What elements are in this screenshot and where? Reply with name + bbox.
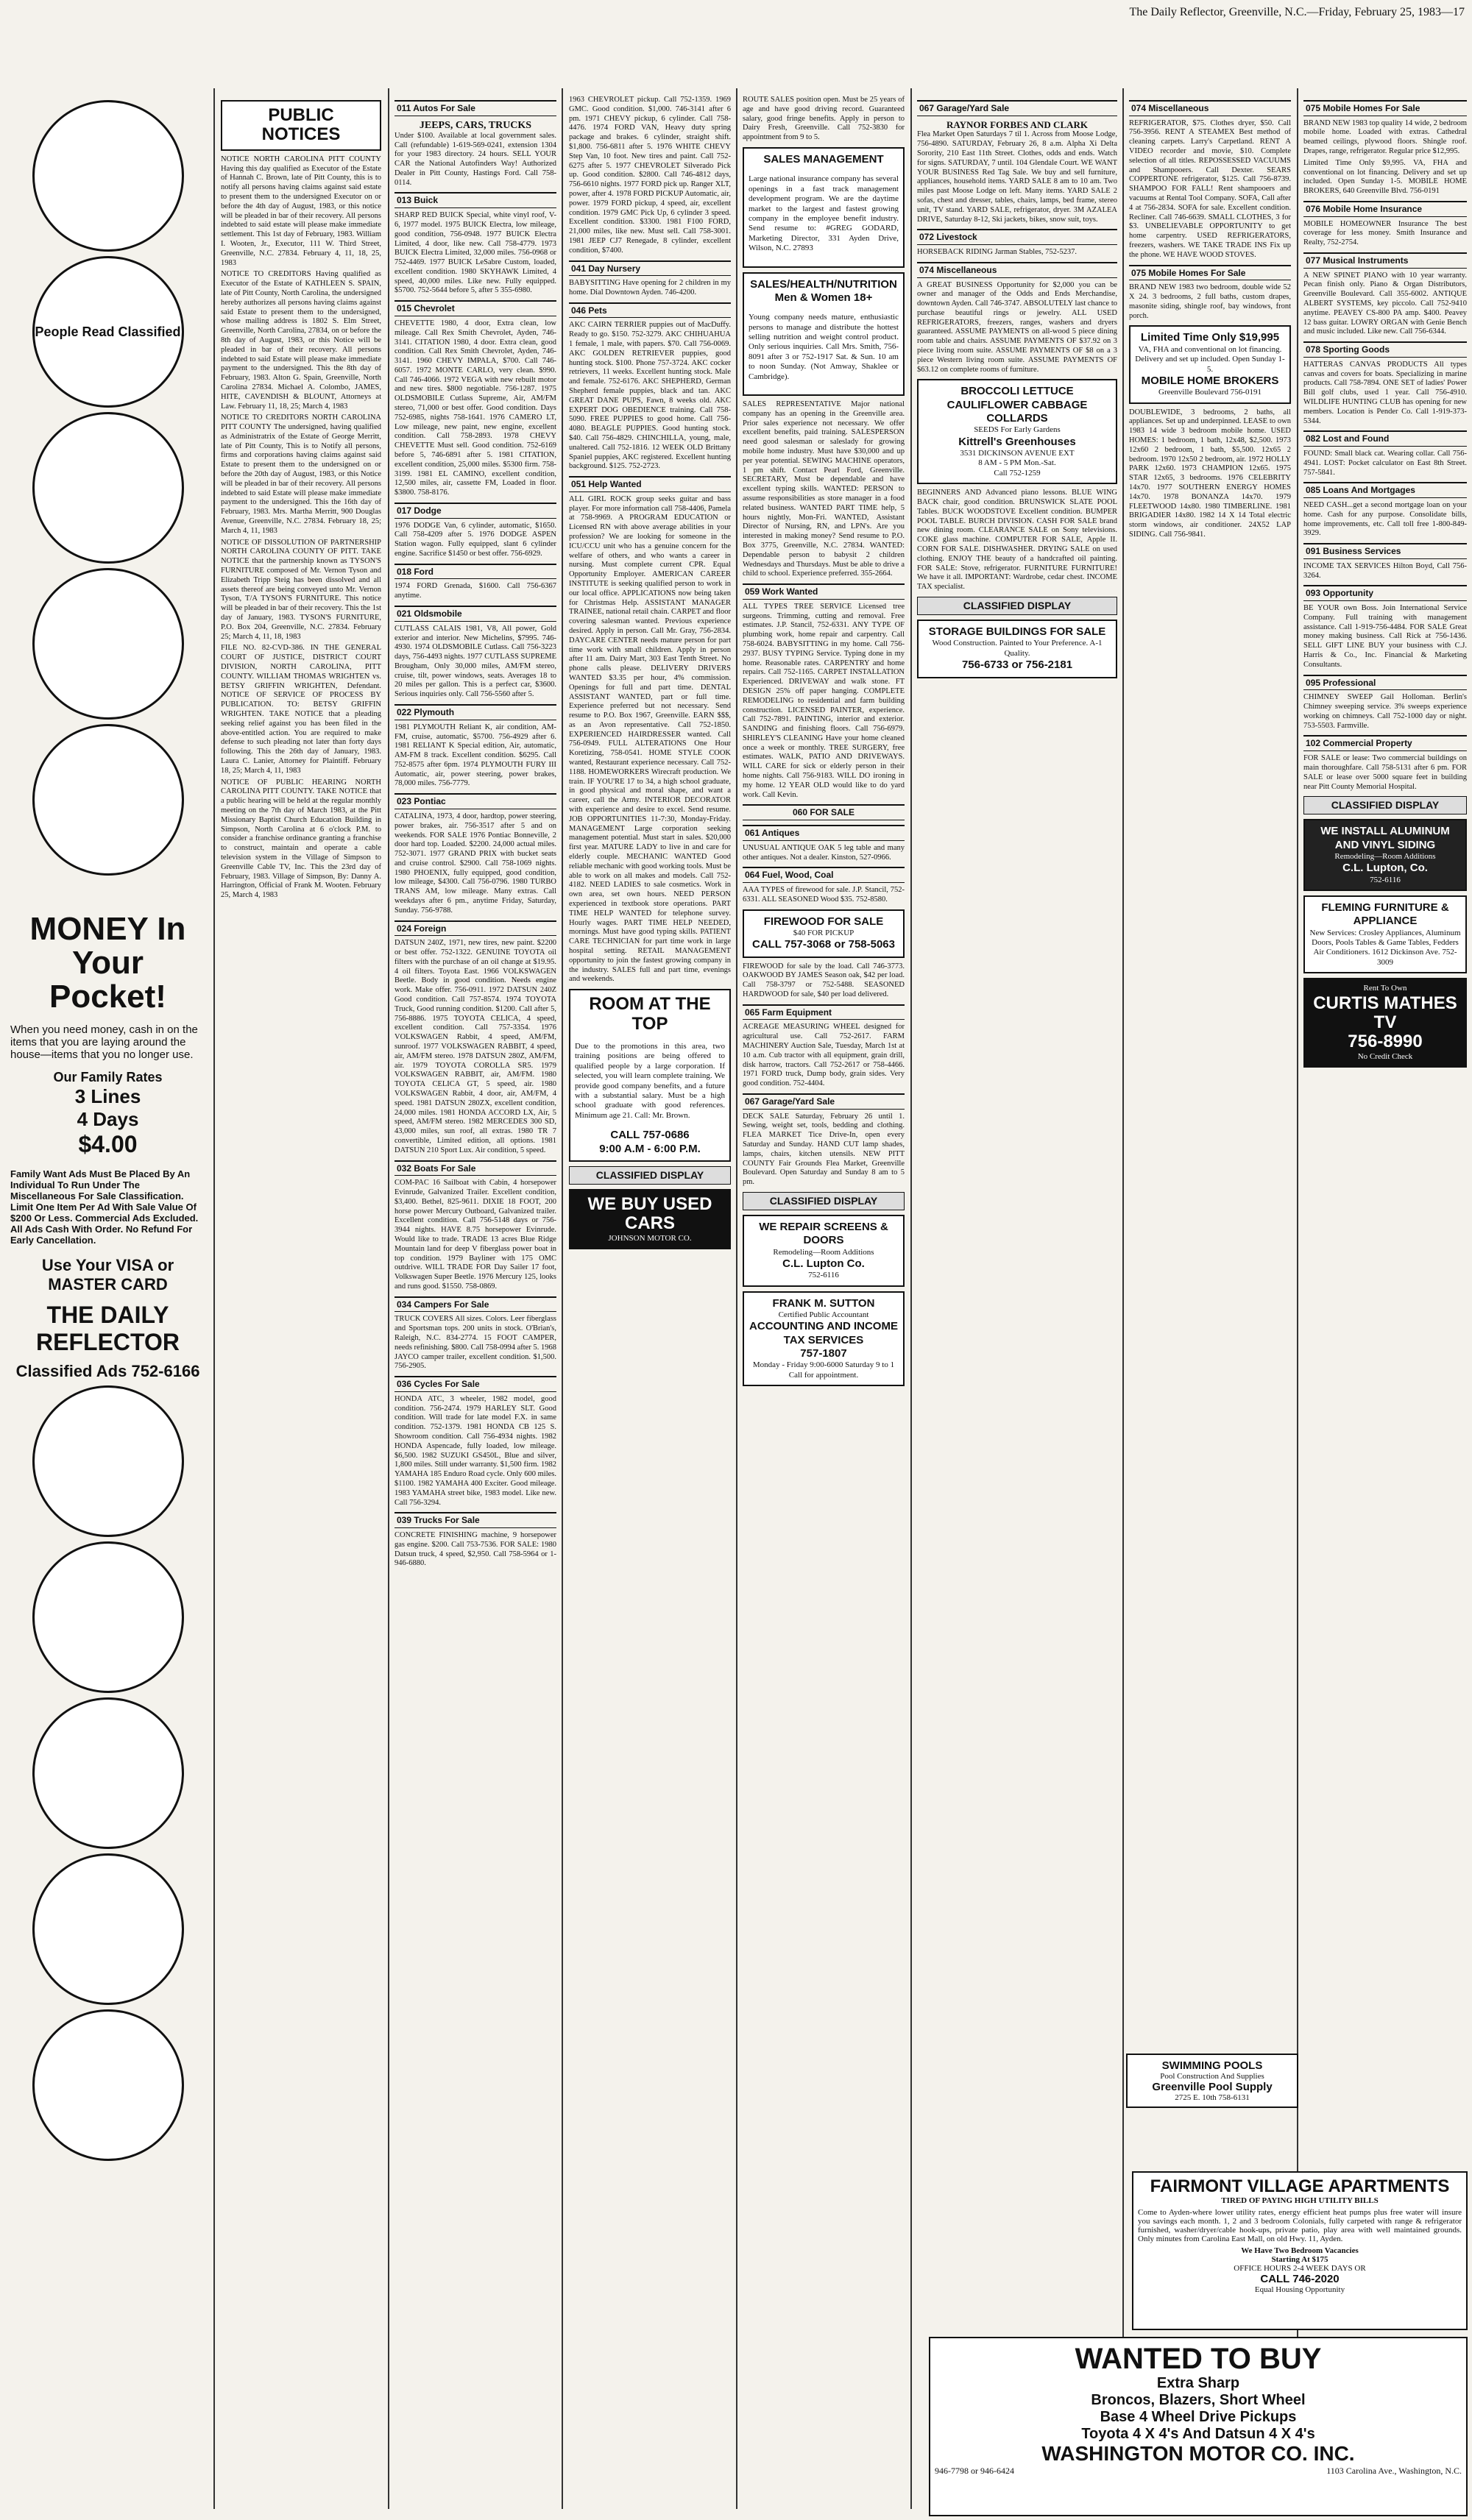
rates-title: Our Family Rates xyxy=(53,1069,163,1085)
furniture-icon xyxy=(32,568,184,720)
classified-ad: FOR SALE or lease: Two commercial buildings on main thoroughfare. Call 758-5131 after 6 pm. FOR SALE or lease over 5000 square feet in building near Pitt County Memorial Hospital. xyxy=(1303,754,1467,791)
used-cars-ad: WE BUY USED CARS JOHNSON MOTOR CO. xyxy=(569,1189,731,1249)
classified-ad: UNUSUAL ANTIQUE OAK 5 leg table and many other antiques. Not a dealer. Kinston, 527-0966. xyxy=(743,843,905,862)
classified-ad: HORSEBACK RIDING Jarman Stables, 752-5237. xyxy=(917,248,1077,257)
fairmont-village-ad: FAIRMONT VILLAGE APARTMENTS TIRED OF PAYING HIGH UTILITY BILLS Come to Ayden-where lower utility rates, energy efficient heat pumps plus free water will insure you savings each month. 1, 2 and 3 bedroom Colonials, fully carpeted with range & refrigerator furnished, washer/dryer/cable hook-ups, private patio, play area with well maintained grounds. Only minutes from Carolina East Mall, on old Hwy. 11, Ayden. We Have Two Bedroom Vacancies Starting At $175 OFFICE HOURS 2-4 WEEK DAYS OR CALL 746-2020 Equal Housing Opportunity xyxy=(1132,2171,1468,2330)
help-wanted-column xyxy=(743,96,905,2509)
wanted-to-buy-ad: WANTED TO BUY Extra Sharp Broncos, Blazers, Short Wheel Base 4 Wheel Drive Pickups Toyota 4 X 4's And Datsun 4 X 4's WASHINGTON MOTOR CO. INC. 946-7798 or 946-6424 1103 Carolina Ave., Washington, N.C. xyxy=(929,2337,1468,2516)
classified-ad: ALL GIRL ROCK group seeks guitar and bass player. For more information call 758-4406, Pamela at 758-9969. A PROGRAM EDUCATION or Licensed RN with above average abilities in your profession? We are looking for someone in the ICU/CCU unit who has a genuine concern for the welfare of others, and who wants a career in nursing. Must complete current CPR. Equal Opportunity Employer. AMERICAN CAREER INSTITUTE is seeking qualified person to work in our local office. APPLICATIONS now being taken for Christmas Help. ASSISTANT MANAGER TRAINEE, national retail chain. CARPET and floor covering salesman wanted. Previous experience desired. Apply in person. Call Mr. Gray, 756-2834. DAYCARE CENTER needs mature person for part time work with small children. Apply in person after 11 am. Dairy Mart, 303 East Tenth Street. No phone calls please. DELIVERY DRIVERS WANTED $3.35 per hour, 4% commission. Openings for full and part time. DENTAL ASSISTANT WANTED, part or full time. Experience preferred but not necessary. Send resume to P.O. Box 1967, Greenville. EARN $$$, as an Avon representative. Call 752-1850. EXPERIENCED HAIRDRESSER wanted. Call 756-0949. FULL ALTERATIONS One Hour Koretizing, 758-0541. HOME STYLE COOK wanted, Restaurant experience necessary. Call 752-1188. HOMEWORKERS Wirecraft production. We train. IF YOU'RE 17 to 34, a high school graduate, in good physical and moral shape, and want a career, call the Army. INTERIOR DECORATOR with experience and desire to excel. Send resume. JOB OPPORTUNITIES 11-7:30, Monday-Friday. MANAGEMENT Large corporation seeking management potential. Must start in sales. $20,000 first year. MATURE LADY to live in and care for elderly couple. MECHANIC WANTED Good reliable mechanic with good working tools. Must be able to work on all makes and models. Call 752-4182. NEED LADIES to sale cosmetics. Work in own area, set own hours. NEED PERSON experienced in textbook store operations. PART TIME HELP WANTED for telephone survey. Hourly wages. PART TIME HELP NEEDED, mornings. Must have good typing skills. PATIENT CARE TECHNICIAN for part time work in large hospital setting. RETAIL MANAGEMENT opportunity to join the fastest growing company in the industry. SALES full and part time, evenings and weekends. xyxy=(569,494,731,984)
category-header: 091 Business Services xyxy=(1303,543,1467,559)
rates-days: 4 Days xyxy=(77,1107,139,1130)
classified-display-header: CLASSIFIED DISPLAY xyxy=(917,597,1117,615)
classified-ad: Flea Market Open Saturdays 7 til 1. Across from Moose Lodge, 756-4890. SATURDAY, February 26, 8 a.m. Alpha Xi Delta Sorority, 210 East 11th Street. Clothes, odds and ends. Watch for signs. SATURDAY, 7 until. 104 Glendale Court. WE WANT YOUR BUSINESS Red Tag Sale. We buy and sell furniture, appliances, household items. YARD SALE 8 am to 10 am. Two miles past Moose Lodge on left. Many items. YARD SALE 2 sofas, chest and dresser, tables, chairs, lamps, bed frame, stereo unit, TV stand. YARD SALE, refrigerator, dryer. 3M AZALEA DRIVE, Saturday 8-12, Ski jackets, bikes, snow suit, toys. xyxy=(917,130,1117,224)
autos-column xyxy=(394,96,556,2509)
garage-misc-column xyxy=(917,96,1117,2023)
classified-display-header: CLASSIFIED DISPLAY xyxy=(569,1166,731,1185)
notice-2: NOTICE TO CREDITORS Having qualified as Executor of the Estate of KATHLEEN S. SPAIN, late of Pitt County, North Carolina, the undersigned hereby authorizes all persons having claims against said Estate to present them to the undersigned, whose mailing address is 1802 S. Elm Street, Greenville, North Carolina, 27834, on or before the 8th day of August, 1983, or this Notice will be pleaded in bar of their recovery. All persons indebted to said Estate will please make immediate payment to the undersigned. This the 8th day of February, 1983. Alton G. Spain, Greenville, North Carolina 27834. Michael A. Colombo, JAMES, HITE, CAVENDISH & BLOUNT, Attorneys at Law. February 11, 18, 25; March 4, 1983 xyxy=(221,270,381,411)
tractor-icon xyxy=(32,1541,184,1693)
fleming-ad: FLEMING FURNITURE & APPLIANCE New Services: Crosley Appliances, Aluminum Doors, Pools Tables & Game Tables, Fedders Air Conditioners. 1612 Dickinson Ave. 752-3009 xyxy=(1303,895,1467,973)
classified-ad: AAA TYPES of firewood for sale. J.P. Stancil, 752-6331. ALL SEASONED Wood $35. 752-8580. xyxy=(743,885,905,904)
nutrition-ad: SALES/HEALTH/NUTRITION Men & Women 18+ Young company needs mature, enthusiastic persons to manage and distribute the hottest selling nutrition and weight control product. Only serious inquiries. Call Mrs. Smith, 756-8091 after 3 or 752-1917 Sat. & Sun. 10 am to noon Sunday. (Not Amway, Shaklee or Cambridge). xyxy=(743,272,905,396)
category-header: 093 Opportunity xyxy=(1303,585,1467,601)
notice-3: NOTICE TO CREDITORS NORTH CAROLINA PITT COUNTY The undersigned, having qualified as Administratrix of the Estate of George Merritt, late of Pitt County, This is to Notify all persons, firms and corporations having claims against said Estate to present them to the undersigned on or before the 20th day of August, 1983, or this Notice will be pleaded in bar of their recovery. All persons indebted to said Estate will please make immediate payment to the undersigned. This the 16th day of February, 1983. Mrs. Martha Merritt, 900 Douglas Avenue, Greenville, N.C. 27834. February 18, 25; March 4, 11, 1983 xyxy=(221,414,381,535)
greenhouse-ad: BROCCOLI LETTUCE CAULIFLOWER CABBAGE COLLARDS SEEDS For Early Gardens Kittrell's Greenhouses 3531 DICKINSON AVENUE EXT 8 AM - 5 PM Mon.-Sat. Call 752-1259 xyxy=(917,379,1117,484)
pool-supply-ad: SWIMMING POOLS Pool Construction And Supplies Greenville Pool Supply 2725 E. 10th 758-6131 xyxy=(1126,2054,1298,2108)
sales-management-ad: SALES MANAGEMENT Large national insurance company has several openings in a fast track management development program. We are the daytime market to the largest and fastest growing company in the employee benefit industry. Send resume to: #GREG GODARD, Marketing Director, 331 Ayden Drive, Wilson, N.C. 27893 xyxy=(743,147,905,268)
category-header: 032 Boats For Sale xyxy=(394,1160,556,1176)
category-header: 022 Plymouth xyxy=(394,704,556,720)
notice-6: NOTICE OF PUBLIC HEARING NORTH CAROLINA PITT COUNTY. TAKE NOTICE that a public hearing will be held at the regular monthly meeting on the 7th day of March 1983, at the Pitt Missionary Baptist Church Education Building in Simpson, North Carolina at 6 o'clock P.M. to consider a franchise ordinance granting a franchise to construct, maintain and operate a cable television system in the Village of Simpson to Greenville Cable TV, Inc. This the 23rd day of February, 1983. Village of Simpson, By: Danny A. Harrington, Official of Frank M. Wooten. February 25, March 4, 1983 xyxy=(221,778,381,900)
lawnmower-icon xyxy=(32,724,184,876)
storage-buildings-ad: STORAGE BUILDINGS FOR SALE Wood Construction. Painted to Your Preference. A-1 Quality. 756-6733 or 756-2181 xyxy=(917,620,1117,678)
classified-ad: Limited Time Only $9,995. VA, FHA and conventional on lot financing. Delivery and set up included. Open Sunday 1-5. MOBILE HOME BROKERS, 640 Greenville Blvd. 756-0191 xyxy=(1303,158,1467,196)
classified-ad: 1976 DODGE Van, 6 cylinder, automatic, $1650. Call 758-4209 after 5. 1976 DODGE ASPEN Station wagon. Fully equipped, slant 6 cylinder engine. Sacrifice $1450 or best offer. 756-6929. xyxy=(394,521,556,558)
category-header: 075 Mobile Homes For Sale xyxy=(1303,100,1467,116)
category-header: 074 Miscellaneous xyxy=(917,262,1117,278)
classified-ad: BRAND NEW 1983 top quality 14 wide, 2 bedroom mobile home. Loaded with extras. Cathedral beamed ceilings, plywood floors. Shingle roof. Drapes, range, refrigerator. Regular price $12,995. xyxy=(1303,118,1467,156)
category-header: 061 Antiques xyxy=(743,825,905,841)
classified-ad: 1963 CHEVROLET pickup. Call 752-1359. 1969 GMC. Good condition. $1,000. 746-3141 after 6 pm. 1971 CHEVY pickup, 6 cylinder. Call 758-4476. 1974 FORD VAN, Heavy duty spring package and brakes. 6 cylinder, straight shift. $1,800. 756-6811 after 5. 1976 WHITE CHEVY Step Van, 10 foot. New tires and paint. Call 752-6275 after 5. 1977 CHEVROLET Silverado Pick up. Good condition. $2800. Call 746-4812 days, 756-6610 nights. 1977 FORD pick up. Ranger XLT, power, after 4. 1978 FORD PICKUP Automatic, air, power. 1979 FORD pickup, 4 speed, air, excellent condition. 1979 GMC Pick Up, 6 cylinder 3 speed. Excellent condition. $3300. 1981 F100 FORD, 21,000 miles, like new. Must sell. Call 758-3001. 1981 JEEP CJ7 Renegade, 8 cylinder, excellent condition, $7400. xyxy=(569,96,731,255)
category-header: 059 Work Wanted xyxy=(743,583,905,600)
classified-ad: CONCRETE FINISHING machine, 9 horsepower gas engine. $200. Call 753-7536. FOR SALE: 1980 Datsun truck, 4 speed, $2,950. Call 758-5964 or 1-946-6880. xyxy=(394,1531,556,1568)
classified-ad: Under $100. Available at local government sales. Call (refundable) 1-619-569-0241, extension 1304 for your 1983 directory. 24 hours. SELL YOUR CAR the National Autofinders Way! Authorized Dealer in Pitt County, Hastings Ford. Call 758-0114. xyxy=(394,131,556,187)
classified-ad: BABYSITTING Have opening for 2 children in my home. Dial Downtown Ayden. 746-4200. xyxy=(569,279,731,297)
classified-ad: DECK SALE Saturday, February 26 until 1. Sewing, weight set, tools, bedding and clothing. FLEA MARKET Tice Drive-In, open every Saturday and Sunday. HAND CUT lamp shades, lamps, chairs, kitchen utensils. NEW PITT COUNTY Fair Grounds Flea Market, Greenville Boulevard. Open Saturday and Sunday 8 am to 5 pm. xyxy=(743,1112,905,1187)
category-header: 017 Dodge xyxy=(394,503,556,519)
classified-ad: NEED CASH...get a second mortgage loan on your home. Cash for any purpose. Consolidate bills, home improvements, etc. Call toll free 1-800-849-3929. xyxy=(1303,501,1467,538)
rates-lines: 3 Lines xyxy=(74,1085,141,1107)
category-header: 102 Commercial Property xyxy=(1303,735,1467,751)
category-header: 046 Pets xyxy=(569,302,731,319)
cats-icon xyxy=(32,412,184,564)
category-header: 065 Farm Equipment xyxy=(743,1004,905,1021)
category-header: 039 Trucks For Sale xyxy=(394,1512,556,1528)
category-header: 085 Loans And Mortgages xyxy=(1303,482,1467,498)
classified-ad: 1974 FORD Grenada, $1600. Call 756-6367 anytime. xyxy=(394,582,556,600)
accountant-ad: FRANK M. SUTTON Certified Public Accountant ACCOUNTING AND INCOME TAX SERVICES 757-1807 Monday - Friday 9:00-6000 Saturday 9 to 1 Call for appointment. xyxy=(743,1291,905,1386)
classified-ad: BRAND NEW 1983 two bedroom, double wide 52 X 24. 3 bedrooms, 2 full baths, custom drapes, masonite siding, shingle roof, bay windows, front porch. xyxy=(1129,283,1291,320)
category-header: 075 Mobile Homes For Sale xyxy=(1129,265,1291,281)
category-header: 015 Chevrolet xyxy=(394,300,556,316)
category-header: 095 Professional xyxy=(1303,675,1467,691)
classified-ad: A NEW SPINET PIANO with 10 year warranty. Pecan finish only. Piano & Organ Distributors, Greenville Boulevard. Call 355-6002. ANTIQUE ALBERT SYSTEMS, key piccolo. Call 752-9410 anytime. PEAVEY CS-800 PA amp. $400. Peavey 12 bass guitar. LOWRY ORGAN with Genie Bench and music included. Like new. Call 756-6344. xyxy=(1303,271,1467,336)
visa-text: Use Your VISA or MASTER CARD xyxy=(41,1255,174,1293)
classified-ad: TRUCK COVERS All sizes. Colors. Leer fiberglass and Sportsman tops. 200 units in stock. O'Brian's, Raleigh, N.C. 834-2774. 15 FOOT CAMPER, needs refinishing. $800. Call 758-0994 after 5. 1968 JAYCO camper trailer, excellent condition. $1,500. 756-2905. xyxy=(394,1315,556,1371)
classified-ad: AKC CAIRN TERRIER puppies out of MacDuffy. Ready to go. $150. 752-3279. AKC CHIHUAHUA 1 female, 1 male, with papers. $70. Call 756-0069. AKC GOLDEN RETRIEVER puppies, good hunting stock. $100. Phone 757-3724. AKC cocker retrievers, 11 weeks. Excellent hunting stock. Male and female. 752-6176. AKC SHEPHERD, German Shepherd female puppies, black and tan. AKC GREAT DANE PUPS, Fawn, 8 weeks old. AKC EXPERT DOG OBEDIENCE training. Call 758-5090. FREE PUPPIES to good home. Call 756-4080. BEAGLE PUPPIES. Good hunting stock. $40. Call 756-4829. CHINCHILLA, young, male, unaltered. Call 752-1816. 12 WEEK OLD Brittany Spaniel puppies, AKC registered. Excellent hunting background. $125. 752-2723. xyxy=(569,321,731,471)
firewood-ad: FIREWOOD FOR SALE $40 FOR PICKUP CALL 757-3068 or 758-5063 xyxy=(743,909,905,958)
jeeps-headline: JEEPS, CARS, TRUCKS xyxy=(419,119,532,131)
category-header: 036 Cycles For Sale xyxy=(394,1376,556,1392)
category-header: 018 Ford xyxy=(394,564,556,580)
category-header: 034 Campers For Sale xyxy=(394,1296,556,1313)
category-header: 023 Pontiac xyxy=(394,793,556,809)
classified-ad: HATTERAS CANVAS PRODUCTS All types canvas and covers for boats. Specializing in marine products. Call 758-7894. ONE SET of ladies' Power Bill golf clubs, used 1 year. Call 756-4910. WILDLIFE HUNTING CLUB has opening for new members. Location is Pender Co. Call 1-919-373-5344. xyxy=(1303,360,1467,425)
category-header: 021 Oldsmobile xyxy=(394,606,556,622)
classified-ad: ACREAGE MEASURING WHEEL designed for agricultural use. Call 752-2617. FARM MACHINERY Auction Sale, Tuesday, March 1st at 10 a.m. Cub tractor with all equipment, grain drill, disk harrow, tractors. Call 752-2617 or 758-4466. 1971 FORD truck, Dump body, grain sides. Very good condition. 752-4404. xyxy=(743,1023,905,1088)
classified-ad: ROUTE SALES position open. Must be 25 years of age and have good driving record. Guaranteed salary, good fringe benefits. Apply in person to Dairy Fresh, Greenville. Call 752-3830 for appointment from 9 to 5. xyxy=(743,96,905,142)
classified-ad: COM-PAC 16 Sailboat with Cabin, 4 horsepower Evinrude, Galvanized Trailer. Excellent condition, $3,400. Bethel, 825-9611. DIXIE 18 FOOT, 200 horse power Mercury Outboard, Galvanized trailer. Excellent condition. Call 756-5148 days or 756-3944 nights. HAVE 8.75 horsepower Evinrude. Would like to trade. TRADE 13 acres Blue Ridge Mountain land for deep V fiberglass power boat in top condition. 1979 Bayliner with 175 OMC outdrive. WILL TRADE FOR Day Sailer 17 foot, Volkswagen Super Beetle. 1976 Mercury 125, looks and runs good. $1550. 758-0869. xyxy=(394,1179,556,1291)
siding-ad: WE INSTALL ALUMINUM AND VINYL SIDING Remodeling—Room Additions C.L. Lupton, Co. 752-6116 xyxy=(1303,819,1467,891)
trucks-pets-help-column xyxy=(569,96,731,2509)
category-header: 013 Buick xyxy=(394,192,556,208)
classified-ad: ALL TYPES TREE SERVICE Licensed tree surgeons. Trimming, cutting and removal. Free estimates. J.P. Stancil, 752-6331. ANY TYPE OF plumbing work, home repair and carpentry. Call 758-6024. BABYSITTING in my home. Call 756-2937. BUSY TYPING Service. Typing done in my home. Reasonable rates. CARPENTRY and home repairs. Call 752-1165. CARPET INSTALLATION Experienced. DRIVEWAY and walk stone. FT DESIGN 25% off paper hanging. COMPLETE REMODELING to residential and farm building construction. LICENSED PAINTER, experience. Call 752-7891. PAINTING, interior and exterior. SANDING and finishing floors. Call 756-6979. SHIRLEY'S CLEANING Have your home cleaned once a week or monthly. TREE SURGERY, free estimates. WALK, PATIO AND DRIVEWAYS. WILL CARE for sick or elderly person in their home nights. Call 756-9183. WILL DO ironing in my home. 12 YEAR OLD would like to do yard work. Call Kevin. xyxy=(743,602,905,799)
category-header: 024 Foreign xyxy=(394,920,556,937)
room-at-top-ad: ROOM AT THE TOP Due to the promotions in this area, two training positions are being offered to qualified people by a large corporation. If selected, you will learn complete training. We provide good company benefits, and a future with a substantial salary. Must be a high school graduate with good references. Minimum age 21. Call: Mr. Brown. CALL 757-0686 9:00 A.M - 6:00 P.M. xyxy=(569,989,731,1162)
mobile-home-brokers-ad: Limited Time Only $19,995 VA, FHA and conventional on lot financing. Delivery and set up included. Open Sunday 1-5. MOBILE HOME BROKERS Greenville Boulevard 756-0191 xyxy=(1129,325,1291,403)
mobile-home-icon xyxy=(32,1385,184,1537)
classified-ad: BEGINNERS AND Advanced piano lessons. BLUE WING BACK chair, good condition. BRUNSWICK SLATE POOL Tables. BUCK WOODSTOVE Excellent condition. BUMPER POOL TABLE. BURCH DIVISION. CASH FOR SALE brand new dining room. CLEARANCE SALE on Sony televisions. COKE glass machine. COMPUTER FOR SALE, Apple II. CORN FOR SALE. DISHWASHER. DRYING SALE on used clothing. ENJOY THE beauty of a handcrafted oil painting. FOR SALE: Stove, refrigerator. FURNITURE FURNITURE! We have it all. IMPORTANT: Wardrobe, cedar chest. INCOME TAX specialist. xyxy=(917,489,1117,592)
classified-ad: FOUND: Small black cat. Wearing collar. Call 756-4941. LOST: Pocket calculator on East 8th Street. 757-5841. xyxy=(1303,450,1467,477)
classified-ad: DOUBLEWIDE, 3 bedrooms, 2 baths, all appliances. Set up and underpinned. LEASE to own 1983 14 wide 3 bedroom mobile home. USED HOMES: 1 bedroom, 1 bath, 12x48, $2,500. 1973 12x60 2 bedroom, 1 bath, $5,500. 12x65 2 bedroom. 1970 12x50 2 bedroom, air. 1972 HOLLY PARK 12x60. 1973 CHAMPION 12x65. 1975 STAR 12x65, 3 bedrooms. 1976 CELEBRITY 14x70. 1977 SOUTHERN ENERGY HOMES 14x70. 1978 BONANZA 14x70. 1979 FLEETWOOD 14x80. 1980 TIMBERLINE. 1981 BRIGADIER 14x80. 1982 14 X 14 Total electric storm windows, air conditioner. 24X52 LAP SIDING. Call 756-9841. xyxy=(1129,408,1291,539)
money-title: MONEY In Your Pocket! xyxy=(29,911,186,1015)
classified-ad: CATALINA, 1973, 4 door, hardtop, power steering, power brakes, air. 756-3517 after 5 and on weekends. FOR SALE 1976 Pontiac Bonneville, 2 door hard top. Loaded. $2200. 24,000 actual miles. 752-3071. 1977 GRAND PRIX with bucket seats and cruise control. $2900. Call 758-1069 nights. 1980 PHOENIX, fully equipped, good condition, low mileage, $4300. Call 756-0796. 1980 TURBO TRANS AM, low mileage. Many extras. Call weekdays after 6 pm., anytime Friday, Saturday, Sunday. 756-9788. xyxy=(394,812,556,915)
classified-ad: SALES REPRESENTATIVE Major national company has an opening in the Greenville area. Prior sales experience not necessary. We offer excellent benefits, paid training. SALESPERSON need good salesman or saleslady for growing mobile home industry. Must have $30,000 and up per year potential. SEWING MACHINE operators, 1 pm shift. Contact Pearl Ford, Greenville. SECRETARY, Must be dependable and have excellent typing skills. WANTED: PERSON to assume responsibilities as store manager in a food related business. WANTED PART TIME help, 5 hours nightly, Mon-Fri. WANTED, Assistant Director of Nursing, RN, and LPN's. Are you interested in making money? Send resume to P.O. Box 3775, Greenville, N.C. 27834. WANTED: Dependable person to babysit 2 children Wednesdays and Thursdays. Must be able to drive a child to school. Experience preferred. 355-2664. xyxy=(743,400,905,578)
rates-price: $4.00 xyxy=(78,1130,138,1157)
category-header: 041 Day Nursery xyxy=(569,260,731,277)
classified-phone: Classified Ads 752-6166 xyxy=(15,1361,200,1380)
category-header: 074 Miscellaneous xyxy=(1129,100,1291,116)
antique-car-icon xyxy=(32,2009,184,2161)
notice-5: FILE NO. 82-CVD-386. IN THE GENERAL COURT OF JUSTICE, DISTRICT COURT DIVISION, NORTH CAROLINA, PITT COUNTY. WILLIAM THOMAS WRIGHTEN vs. BETSY GRIFFIN WRIGHTEN, Defendant. NOTICE OF SERVICE OF PROCESS BY PUBLICATION. TO: BETSY GRIFFIN WRIGHTEN. TAKE NOTICE that a pleading seeking relief against you has been filed in the above-entitled action. You are required to make defense to such pleading not later than forty days following. This the 26th day of January, 1983. Laura C. Lanier, Attorney for Plaintiff. February 18, 25; March 4, 11, 1983 xyxy=(221,644,381,775)
classified-ad: SHARP RED BUICK Special, white vinyl roof, V-6, 1977 model. 1975 BUICK Electra, low mileage, good condition, 756-0948. 1977 BUICK Electra Limited, 4 door, like new. Call 758-4779. 1973 BUICK Electra Limited, 32,000 miles. 756-0968 or 752-4469. 1977 BUICK LeSabre Custom, loaded, excellent condition. 1980 SKYHAWK Limited, 4 speed, 40,000 miles. Like new. Fully equipped. $5700. 752-5644 before 5, after 5 355-6980. xyxy=(394,211,556,295)
category-header: 051 Help Wanted xyxy=(569,476,731,492)
spinning-wheel-icon xyxy=(32,100,184,252)
page-header: The Daily Reflector, Greenville, N.C.—Friday, February 25, 1983—17 xyxy=(1129,6,1465,18)
misc-mobile-column xyxy=(1129,96,1291,2023)
music-sporting-column xyxy=(1303,96,1467,2023)
category-header: 064 Fuel, Wood, Coal xyxy=(743,867,905,883)
paper-name: THE DAILY REFLECTOR xyxy=(36,1301,180,1355)
raynor-headline: RAYNOR FORBES AND CLARK xyxy=(946,118,1089,130)
classified-ad: MOBILE HOMEOWNER Insurance The best coverage for less money. Smith Insurance and Realty, 752-2754. xyxy=(1303,219,1467,247)
boat-icon xyxy=(32,1697,184,1849)
classified-ad: HONDA ATC, 3 wheeler, 1982 model, good condition. 756-2474. 1979 HARLEY SLT. Good condition. Will trade for late model F.X. in same condition. 752-1379. 1981 HONDA CB 125 S. Showroom condition. Call 756-4934 nights. 1982 HONDA Aspencade, fully loaded, low mileage. $6,500. 1982 SUZUKI GS450L, Blue and silver, 1,800 miles. Still under warranty. $1,500 firm. 1982 YAMAHA 185 Enduro Road cycle. Only 600 miles. $1100. 1982 YAMAHA 400 Exciter. Good mileage. 1983 YAMAHA street bike, 1983 model. Like new. Call 756-3294. xyxy=(394,1394,556,1507)
public-notices-title: PUBLIC NOTICES xyxy=(221,100,381,151)
left-promo-bar xyxy=(10,96,205,2165)
classified-ad: CUTLASS CALAIS 1981, V8, All power, Gold exterior and interior. New Michelins, $7995. 746-4930. 1974 OLDSMOBILE Cutlass. Call 756-3223 days, 756-4493 nights. 1977 CUTLASS SUPREME Brougham, Only 30,000 miles, AM/FM stereo, cruise, tilt, power windows, seats. Averages 18 to 20 miles per gallon. This is a perfect car, $3600. Serious inquiries only. Call 756-5560 after 5. xyxy=(394,624,556,699)
people-read-classified-badge: People Read Classified xyxy=(32,256,184,408)
sale-tag-icon xyxy=(32,1853,184,2005)
classified-ad: REFRIGERATOR, $75. Clothes dryer, $50. Call 756-3956. RENT A STEAMEX Best method of cleaning carpets. Larry's Carpetland. RENT A VIDEO recorder and movie, $10. Complete selection of all titles. REPOSSESSED VACUUMS and Shampooers. Call Dexter. SEARS COPPERTONE refrigerator, $125. Call 756-8739. SHAMPOO FOR FALL! Rent shampooers and vacuums at Rental Tool Company. SOFA, Call after 4 at 756-2834. SOFA for sale. Excellent condition. Recliner. Call 746-6639. SMALL CLOTHES, 3 for $3. UNBELIEVABLE OPPORTUNITY to get home carpentry. USED REFRIGERATORS, freezers, washers. WE TAKE TRADE INS Fix up the phone. WE HAVE WOOD STOVES. xyxy=(1129,118,1291,259)
notice-4: NOTICE OF DISSOLUTION OF PARTNERSHIP NORTH CAROLINA COUNTY OF PITT. TAKE NOTICE that the partnership known as TYSON'S FURNITURE composed of Mr. Vernon Tyson and Elizabeth Tripp Steig has been dissolved and all assets thereof are being conveyed unto Mr. Vernon Tyson, T/A TYSON'S FURNITURE. This notice will be pleaded in bar of their recovery. This the 1st day of January, 1983. TYSON'S FURNITURE, P.O. Box 204, Greenville, N.C. 27834. February 25; March 4, 11, 18, 1983 xyxy=(221,538,381,641)
money-body: When you need money, cash in on the items that you are laying around the house—items that you no longer use. xyxy=(10,1023,198,1061)
classified-ad: INCOME TAX SERVICES Hilton Boyd, Call 756-3264. xyxy=(1303,561,1467,580)
category-header: 076 Mobile Home Insurance xyxy=(1303,201,1467,217)
category-header: 077 Musical Instruments xyxy=(1303,252,1467,269)
classified-ad: DATSUN 240Z, 1971, new tires, new paint. $2200 or best offer. 752-1322. GENUINE TOYOTA oil filters with the purchase of an oil change at $19.95. 4 oil filters. Toyota East. 1966 VOLKSWAGEN Beetle. Body in good condition. Needs engine work. Make offer. 756-0911. 1972 DATSUN 240Z Good condition. Call 757-8574. 1974 TOYOTA Truck, Good running condition. $1200. Call after 5, 756-8886. 1975 TOYOTA CELICA, 4 speed, excellent condition. Call 757-3354. 1976 VOLKSWAGEN Rabbit, 4 speed, AM/FM, sunroof. 1977 VOLKSWAGEN RABBIT, 4 speed, air, AM/FM stereo. 1978 DATSUN 280Z, AM/FM, air. 1979 TOYOTA COROLLA SR5. 1979 VOLKSWAGEN RABBIT, air, AM/FM. 1980 TOYOTA CELICA GT, 5 speed, air. 1980 VOLKSWAGEN Rabbit, 4 door, air, AM/FM, 4 speed. 1981 DATSUN 280ZX, excellent condition, 24,000 miles. 1981 HONDA ACCORD LX, Air, 5 speed, AM/FM stereo. 1982 MERCEDES 300 SD, 43,000 miles, sun roof, all extras. 1980 TR 7 convertible, Limited edition, all options. 1981 DATSUN 210 Sport Lux. Air condition, 5 speed. xyxy=(394,939,556,1154)
category-header: 067 Garage/Yard Sale xyxy=(743,1093,905,1110)
category-header: 060 FOR SALE xyxy=(743,804,905,820)
screen-repair-ad: WE REPAIR SCREENS & DOORS Remodeling—Room Additions C.L. Lupton Co. 752-6116 xyxy=(743,1215,905,1287)
notice-1: NOTICE NORTH CAROLINA PITT COUNTY Having this day qualified as Executor of the Estate of Hannah C. Brown, late of Pitt County, this is to notify all persons having claims against said estate to present them to the undersigned Executor on or before the 4th day of August, 1983, or this notice will be pleaded in bar of their recovery. All persons indebted to said estate will please make immediate settlement. This 1st day of February, 1983. William I. Wooten, Jr., Executor, 111 W. Third Street, Greenville, N.C. 27834. February 4, 11, 18, 25, 1983 xyxy=(221,155,381,267)
category-header: 011 Autos For Sale xyxy=(394,100,556,116)
money-promo xyxy=(10,912,205,1381)
curtis-mathes-ad: Rent To Own CURTIS MATHES TV 756-8990 No Credit Check xyxy=(1303,978,1467,1068)
public-notices-column xyxy=(221,96,381,903)
category-header: 078 Sporting Goods xyxy=(1303,341,1467,358)
classified-display-header: CLASSIFIED DISPLAY xyxy=(1303,796,1467,814)
classified-ad: CHEVETTE 1980, 4 door, Extra clean, low mileage. Call Rex Smith Chevrolet, Ayden, 746-3141. CITATION 1980, 4 door. Extra clean, good condition. Call Rex Smith Chevrolet, Ayden, 746-3141. 1960 CHEVY IMPALA, $700. Call 746-6057. 1972 MONTE CARLO, very clean. $990. Call 746-4066. 1972 VEGA with new rebuilt motor and new tires. $800 negotiable. 756-1287. 1975 OLDSMOBILE Cutlass Supreme, Air, AM/FM stereo, 71,000 or best offer. Good condition. Days 752-6985, nights 758-1641. 1976 CAMERO LT, Low mileage, new paint, new engine, excellent condition. Call 758-2893. 1978 CHEVY CHEVETTE Must sell. Good condition. 752-6169 before 5, 746-6891 after 5. 1981 CITATION, excellent condition, 25,000 miles. $5300 firm. 758-3199. 1981 EL CAMINO, excellent condition, 12,500 miles, air, cassette FM, Loaded in floor. $3800. 758-8176. xyxy=(394,319,556,497)
category-header: 072 Livestock xyxy=(917,229,1117,245)
policy-text: Family Want Ads Must Be Placed By An Individual To Run Under The Miscellaneous For Sale Classification. Limit One Item Per Ad With Sale Value Of $200 Or Less. Commercial Ads Excluded. All Ads Cash With Order. No Refund For Early Cancellation. xyxy=(10,1168,199,1246)
classified-ad: A GREAT BUSINESS Opportunity for $2,000 you can be owner and manager of the Odds and Ends Merchandise, downtown Ayden. Call 746-3747. ABSOLUTELY last chance to purchase beautiful rings or jewelry. ALL USED REFRIGERATORS, freezers, ranges, washers and dryers guaranteed. ASSUME PAYMENTS on all-wood 5 piece dining room table and chairs. ASSUME PAYMENTS OF $37.92 on 3 piece living room suite. ASSUME PAYMENTS OF $8 on a 3 piece Western living room suite. ASSUME PAYMENTS OF $63.12 on complete rooms of furniture. xyxy=(917,280,1117,374)
classified-ad: FIREWOOD for sale by the load. Call 746-3773. OAKWOOD BY JAMES Season oak, $42 per load. Call 758-3797 or 752-5488. SEASONED HARDWOOD for sale, $40 per load delivered. xyxy=(743,962,905,998)
classified-display-header: CLASSIFIED DISPLAY xyxy=(743,1192,905,1210)
classified-ad: BE YOUR own Boss. Join International Service Company. Full training with management assistance. Call 1-919-756-4484. FOR SALE Great money making business. Call Rick at 756-1436. SELL GIFT LINE BUY your business with C.J. Harris & Co., Inc. Financial & Marketing Consultants. xyxy=(1303,604,1467,669)
category-header: 067 Garage/Yard Sale xyxy=(917,100,1117,116)
category-header: 082 Lost and Found xyxy=(1303,430,1467,447)
classified-ad: 1981 PLYMOUTH Reliant K, air condition, AM-FM, cruise, automatic, $5700. 756-4929 after 6. 1981 RELIANT K Special edition, Air, automatic, AM-FM 8 track. Excellent condition. $6295. Call 752-8575 after 6pm. 1974 PLYMOUTH FURY III Automatic, air, power steering, power brakes, 78,000 miles. 756-7779. xyxy=(394,723,556,788)
classified-ad: CHIMNEY SWEEP Gail Holloman. Berlin's Chimney sweeping service. 3% sweeps experience working on chimneys. Call 752-1000 day or night. 753-5503. Farmville. xyxy=(1303,693,1467,730)
